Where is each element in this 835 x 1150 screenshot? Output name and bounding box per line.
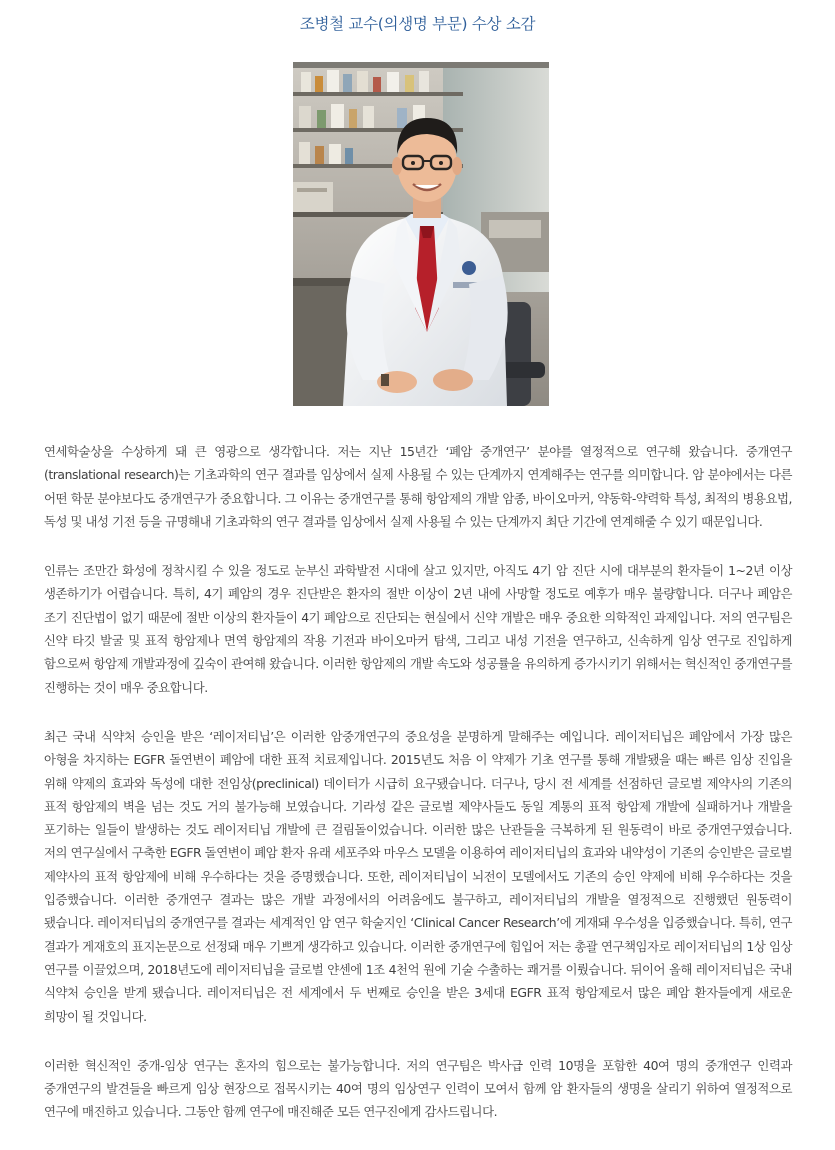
article-paragraph-3: 최근 국내 식약처 승인을 받은 ‘레이저티닙’은 이러한 암중개연구의 중요성을 분명하게 말해주는 예입니다. 레이저티닙은 폐암에서 가장 많은 아형을 차지하는 EGFR 돌연변이 폐암에 대한 표적 치료제입니다. 2015년도 처음 이 약제가 기초 연구를 통해 개발됐을 때는 빠른 임상 진입을 위해 약제의 효과와 독성에 대한 전임상(preclinical) 데이터가 시급히 요구됐습니다. 더구나, 당시 전 세계를 선점하던 글로벌 제약사의 기존의 표적 항암제의 벽을 넘는 것도 거의 불가능해 보였습니다. 기라성 같은 글로벌 제약사들도 동일 계통의 표적 항암제 개발에 실패하거나 개발을 포기하는 일들이 발생하는 것도 레이저티닙 개발에 큰 걸림돌이었습니다. 이러한 많은 난관들을 극복하게 된 원동력이 바로 중개연구였습니다. 저의 연구실에서 구축한 EGFR 돌연변이 폐암 환자 유래 세포주와 마우스 모델을 이용하여 레이저티닙의 효과와 내약성이 기존의 승인받은 글로벌 제약사의 표적 항암제에 비해 우수하다는 것을 증명했습니다. 또한, 레이저티닙이 뇌전이 모델에서도 기존의 승인 약제에 비해 우수하다는 것을 입증했습니다. 이러한 중개연구 결과는 많은 개발 과정에서의 어려움에도 불구하고, 레이저티닙의 개발을 열정적으로 진행했던 원동력이 됐습니다. 레이저티닙의 중개연구를 결과는 세계적인 암 연구 학술지인 ‘Clinical Cancer Research’에 게재돼 우수성을 입증했습니다. 특히, 연구 결과가 게재호의 표지논문으로 선정돼 매우 기쁘게 생각하고 있습니다. 이러한 중개연구에 힘입어 저는 총괄 연구책임자로 레이저티닙의 1상 임상 연구를 이끌었으며, 2018년도에 레이저티닙을 글로벌 얀센에 1조 4천억 원에 기술 수출하는 쾌거를 이뤘습니다. 뒤이어 올해 레이저티닙은 국내 식약처 승인을 받게 됐습니다. 레이저티닙은 전 세계에서 두 번째로 승인을 받은 3세대 EGFR 표적 항암제로서 많은 폐암 환자들에게 새로운 희망이 될 것입니다.: [44, 728, 792, 1024]
article-paragraph-1: 연세학술상을 수상하게 돼 큰 영광으로 생각합니다. 저는 지난 15년간 ‘폐암 중개연구’ 분야를 열정적으로 연구해 왔습니다. 중개연구(translational research)는 기초과학의 연구 결과를 임상에서 실제 사용될 수 있는 단계까지 연계해주는 연구를 의미합니다. 암 분야에서는 다른 어떤 학문 분야보다도 중개연구가 중요합니다. 그 이유는 중개연구를 통해 항암제의 개발 암종, 바이오마커, 약동학-약력학 특성, 최적의 병용요법, 독성 및 내성 기전 등을 규명해내 기초과학의 연구 결과를 임상에서 실제 사용될 수 있는 단계까지 최단 기간에 연계해줄 수 있기 때문입니다.: [44, 444, 792, 529]
article-paragraph-2: 인류는 조만간 화성에 정착시킬 수 있을 정도로 눈부신 과학발전 시대에 살고 있지만, 아직도 4기 암 진단 시에 대부분의 환자들이 1~2년 이상 생존하기가 어렵습니다. 특히, 4기 폐암의 경우 진단받은 환자의 절반 이상이 2년 내에 사망할 정도로 예후가 매우 불량합니다. 더구나 폐암은 조기 진단법이 없기 때문에 절반 이상의 환자들이 4기 폐암으로 진단되는 현실에서 신약 개발은 매우 중요한 의학적인 과제입니다. 저의 연구팀은 신약 타깃 발굴 및 표적 항암제나 면역 항암제의 작용 기전과 바이오마커 탐색, 그리고 내성 기전을 연구하고, 신속하게 임상 연구로 진입하게 함으로써 항암제 개발과정에 깊숙이 관여해 왔습니다. 이러한 항암제의 개발 속도와 성공률을 유의하게 증가시키기 위해서는 혁신적인 중개연구를 진행하는 것이 매우 중요합니다.: [44, 563, 792, 695]
article-paragraph-4: 이러한 혁신적인 중개-임상 연구는 혼자의 힘으로는 불가능합니다. 저의 연구팀은 박사급 인력 10명을 포함한 40여 명의 중개연구 인력과 중개연구의 발견들을 빠르게 임상 현장으로 접목시키는 40여 명의 임상연구 인력이 모여서 함께 암 환자들의 생명을 살리기 위하여 열정적으로 연구에 매진하고 있습니다. 그동안 함께 연구에 매진해준 모든 연구진에게 감사드립니다.: [44, 1057, 792, 1120]
portrait-photo: [293, 62, 549, 406]
page-title: 조병철 교수(의생명 부문) 수상 소감: [299, 15, 536, 33]
lab-portrait-illustration: [293, 62, 549, 406]
article-body: [44, 440, 792, 1150]
